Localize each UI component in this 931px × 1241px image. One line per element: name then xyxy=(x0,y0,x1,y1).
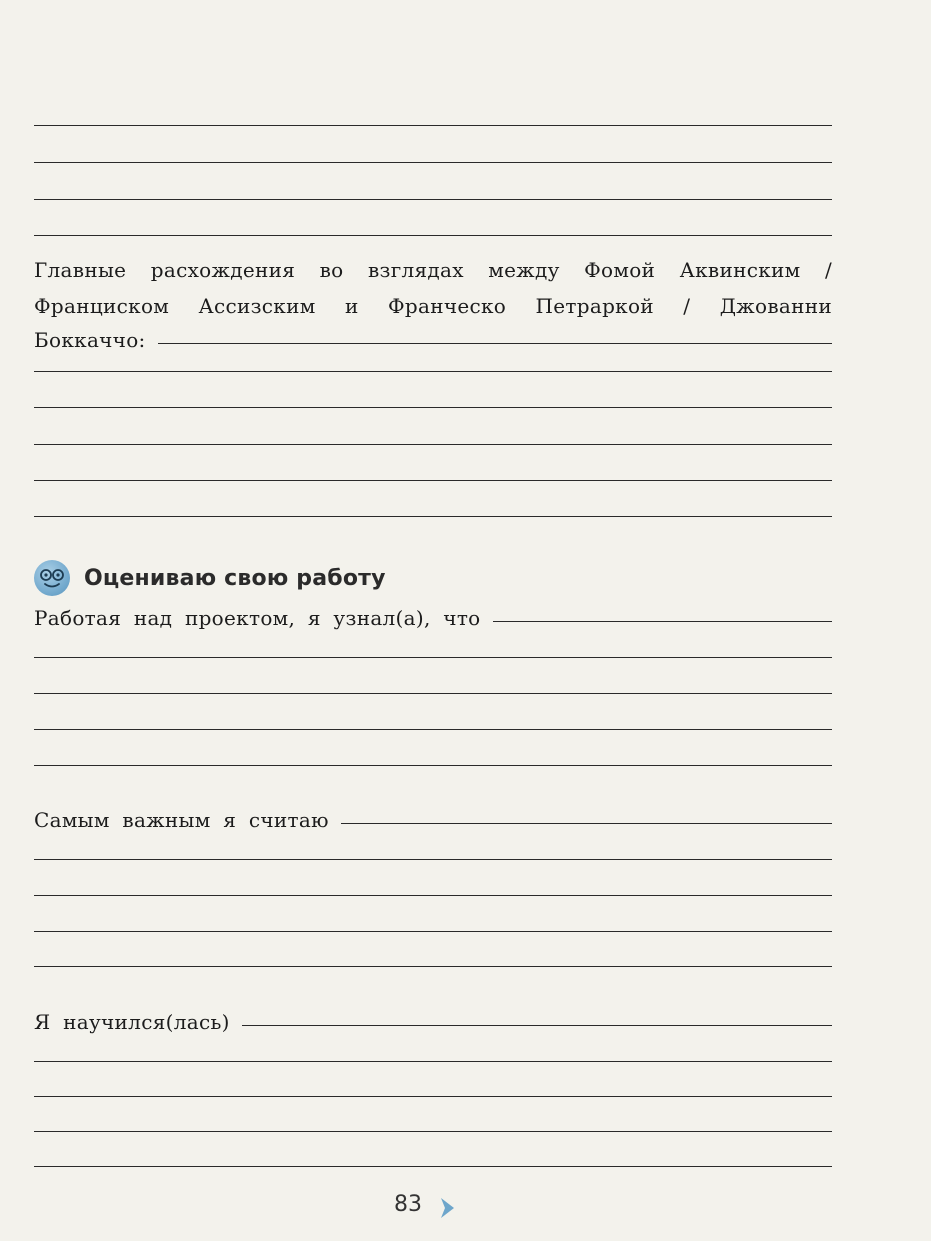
answer-line[interactable] xyxy=(34,407,832,408)
answer-line[interactable] xyxy=(34,199,832,200)
answer-line[interactable] xyxy=(34,1096,832,1097)
smiley-icon xyxy=(34,560,70,596)
answer-line[interactable] xyxy=(34,895,832,896)
answer-line[interactable] xyxy=(34,516,832,517)
answer-line[interactable] xyxy=(34,859,832,860)
page-arrow-icon xyxy=(439,1196,457,1220)
prompt-line-2: Франциском Ассизским и Франческо Петраркой / Джованни xyxy=(34,294,832,318)
q3-row xyxy=(34,1000,832,1036)
answer-line[interactable] xyxy=(34,444,832,445)
answer-line[interactable] xyxy=(34,480,832,481)
q2-label: Самым важным я считаю xyxy=(34,808,329,832)
answer-line[interactable] xyxy=(34,966,832,967)
section1-answer-row xyxy=(34,318,832,354)
answer-line[interactable] xyxy=(158,343,832,344)
q3-label: Я научился(лась) xyxy=(34,1010,230,1034)
section1-prompt xyxy=(34,252,832,324)
answer-line[interactable] xyxy=(34,765,832,766)
answer-line[interactable] xyxy=(34,162,832,163)
answer-line[interactable] xyxy=(242,1025,832,1026)
page-number: 83 xyxy=(394,1192,422,1217)
answer-line[interactable] xyxy=(34,1166,832,1167)
answer-line[interactable] xyxy=(34,371,832,372)
q1-row xyxy=(34,596,832,632)
answer-line[interactable] xyxy=(34,1061,832,1062)
answer-line[interactable] xyxy=(493,621,832,622)
answer-line[interactable] xyxy=(341,823,832,824)
answer-line[interactable] xyxy=(34,235,832,236)
heading-title: Оцениваю свою работу xyxy=(84,565,386,591)
prompt-line-1: Главные расхождения во взглядах между Фомой Аквинским / xyxy=(34,258,832,282)
q2-row xyxy=(34,798,832,834)
section-heading xyxy=(34,558,386,598)
answer-line[interactable] xyxy=(34,125,832,126)
prompt-line-3: Боккаччо: xyxy=(34,328,146,352)
answer-line[interactable] xyxy=(34,1131,832,1132)
answer-line[interactable] xyxy=(34,657,832,658)
answer-line[interactable] xyxy=(34,729,832,730)
q1-label: Работая над проектом, я узнал(а), что xyxy=(34,606,481,630)
answer-line[interactable] xyxy=(34,693,832,694)
answer-line[interactable] xyxy=(34,931,832,932)
